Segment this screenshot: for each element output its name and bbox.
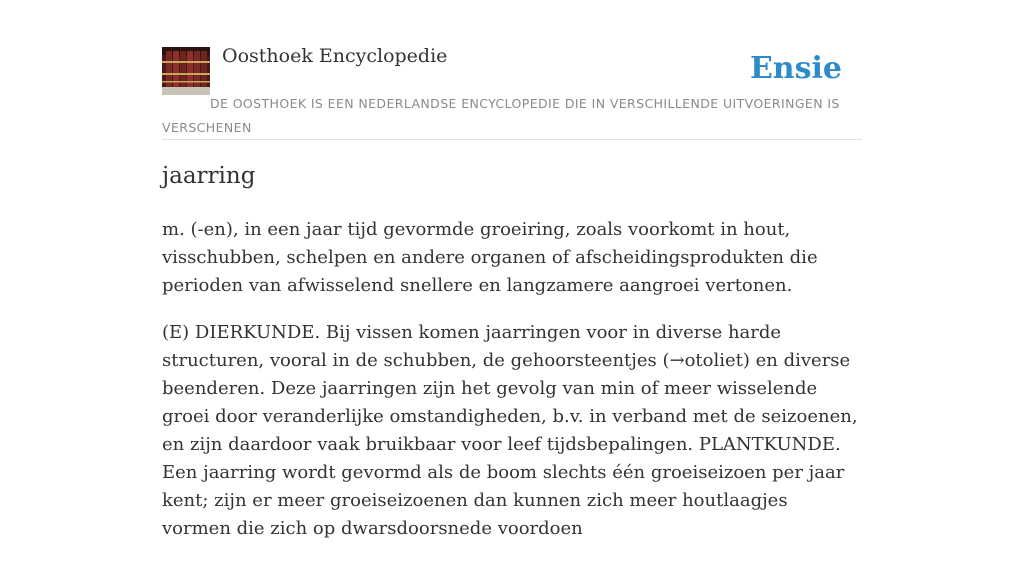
ensie-logo-link[interactable]: Ensie xyxy=(749,51,842,86)
paragraph-text: ) en diverse beenderen. Deze jaarringen zijn het gevolg van min of meer wisselende groei door veranderlijke omstandigheden, b.v. in verband met de seizoenen, en zijn daardoor vaak bruikbaar voor leef tijdsbepalingen. PLANTKUNDE. Een jaarring wordt gevormd als de boom slechts één groeiseizoen per jaar kent; zijn er meer groeiseizoenen dan kunnen zich meer houtlaagjes vormen die zich op dwarsdoorsnede voordoen xyxy=(162,350,858,539)
book-spines-icon xyxy=(162,47,210,95)
encyclopedia-avatar[interactable] xyxy=(162,47,210,95)
entry-body xyxy=(162,216,862,562)
site-description: DE OOSTHOEK IS EEN NEDERLANDSE ENCYCLOPEDIE DIE IN VERSCHILLENDE UITVOERINGEN IS VERSCHENEN xyxy=(162,96,840,135)
entry-paragraph xyxy=(162,319,862,543)
otoliet-link[interactable]: →otoliet xyxy=(669,350,743,371)
entry-title: jaarring xyxy=(162,163,256,189)
content-container xyxy=(162,0,862,539)
site-name-link[interactable]: Oosthoek Encyclopedie xyxy=(222,45,448,67)
paragraph-text: (E) DIERKUNDE. Bij vissen komen jaarringen voor in diverse harde structuren, vooral in de schubben, de gehoorsteentjes ( xyxy=(162,322,782,371)
entry-paragraph: m. (-en), in een jaar tijd gevormde groeiring, zoals voorkomt in hout, visschubben, schelpen en andere organen of afscheidingsprodukten die perioden van afwisselend snellere en langzamere aangroei vertonen. xyxy=(162,219,818,296)
site-header xyxy=(162,0,862,140)
